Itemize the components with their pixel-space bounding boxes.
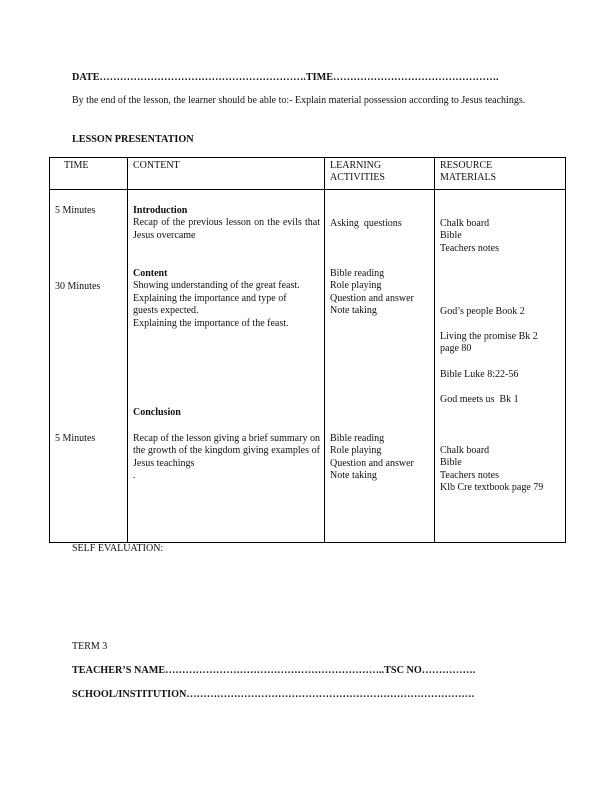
activities-content <box>330 268 430 318</box>
teacher-name-line: TEACHER’S NAME………………………………………………………..TSC NO……………. <box>72 665 476 676</box>
resource-item: Teachers notes <box>440 242 499 254</box>
time-content: 30 Minutes <box>55 281 101 292</box>
intro-section <box>133 205 320 242</box>
content-line: Explaining the importance of the feast. <box>133 317 289 329</box>
resource-item: Teachers notes <box>440 469 499 481</box>
resource-item: Chalk board <box>440 218 490 229</box>
header-content: CONTENT <box>128 158 325 190</box>
resources-cell <box>435 190 566 543</box>
resource-item: Living the promise Bk 2 page 80 <box>440 331 538 355</box>
resource-item: Bible <box>440 457 462 469</box>
activity-item: Bible reading <box>330 433 385 444</box>
lesson-plan-table <box>49 157 566 543</box>
header-learning-activities: LEARNING ACTIVITIES <box>325 158 435 190</box>
resource-item: God’s people Book 2 <box>440 306 525 317</box>
content-line: Explaining the importance and type of guests expected. <box>133 292 287 317</box>
activities-intro <box>330 218 430 230</box>
conclusion-text: Recap of the lesson giving a brief summary on the growth of the kingdom giving examples of Jesus teachings <box>133 433 320 469</box>
activity-item: Role playing <box>330 445 382 457</box>
activities-cell <box>325 190 435 543</box>
activity-item: Question and answer <box>330 457 414 469</box>
table-body-row <box>50 190 566 543</box>
term-label: TERM 3 <box>72 641 108 652</box>
resource-item: Bible <box>440 230 462 242</box>
conclusion-dot: . <box>133 470 136 482</box>
time-conclusion: 5 Minutes <box>55 433 96 444</box>
lesson-presentation-heading: LESSON PRESENTATION <box>72 134 194 145</box>
activity-item: Bible reading <box>330 268 385 279</box>
conclusion-section <box>133 433 320 483</box>
conclusion-title: Conclusion <box>133 407 181 418</box>
resource-item: Klb Cre textbook page 79 <box>440 482 544 494</box>
time-cell <box>50 190 128 543</box>
self-evaluation-label: SELF EVALUATION: <box>72 543 164 554</box>
content-cell <box>128 190 325 543</box>
time-intro: 5 Minutes <box>55 205 96 216</box>
header-time: TIME <box>50 158 128 190</box>
activities-conclusion <box>330 433 430 483</box>
intro-text: Recap of the previous lesson on the evils that Jesus overcame <box>133 217 320 241</box>
content-title: Content <box>133 268 168 279</box>
activity-item: Note taking <box>330 305 377 317</box>
resource-item: God meets us Bk 1 <box>440 394 519 405</box>
lesson-objective: By the end of the lesson, the learner should be able to:- Explain material possession according to Jesus teachings. <box>72 95 526 106</box>
activity-item: Asking questions <box>330 218 402 229</box>
resource-item: Bible Luke 8:22-56 <box>440 369 519 380</box>
table-header-row <box>50 158 566 190</box>
resource-item: Chalk board <box>440 445 490 456</box>
header-resource-materials: RESOURCE MATERIALS <box>435 158 566 190</box>
activity-item: Question and answer <box>330 292 414 304</box>
content-section <box>133 268 320 330</box>
resources-intro <box>440 218 561 255</box>
school-institution-line: SCHOOL/INSTITUTION…………………………………………………………………………. <box>72 689 475 700</box>
date-time-line: DATE…………………………………………………….TIME…………………………………………. <box>72 72 499 83</box>
resources-conclusion <box>440 445 561 495</box>
activity-item: Role playing <box>330 280 382 292</box>
activity-item: Note taking <box>330 470 377 482</box>
content-line: Showing understanding of the great feast. <box>133 280 300 292</box>
intro-title: Introduction <box>133 205 188 216</box>
